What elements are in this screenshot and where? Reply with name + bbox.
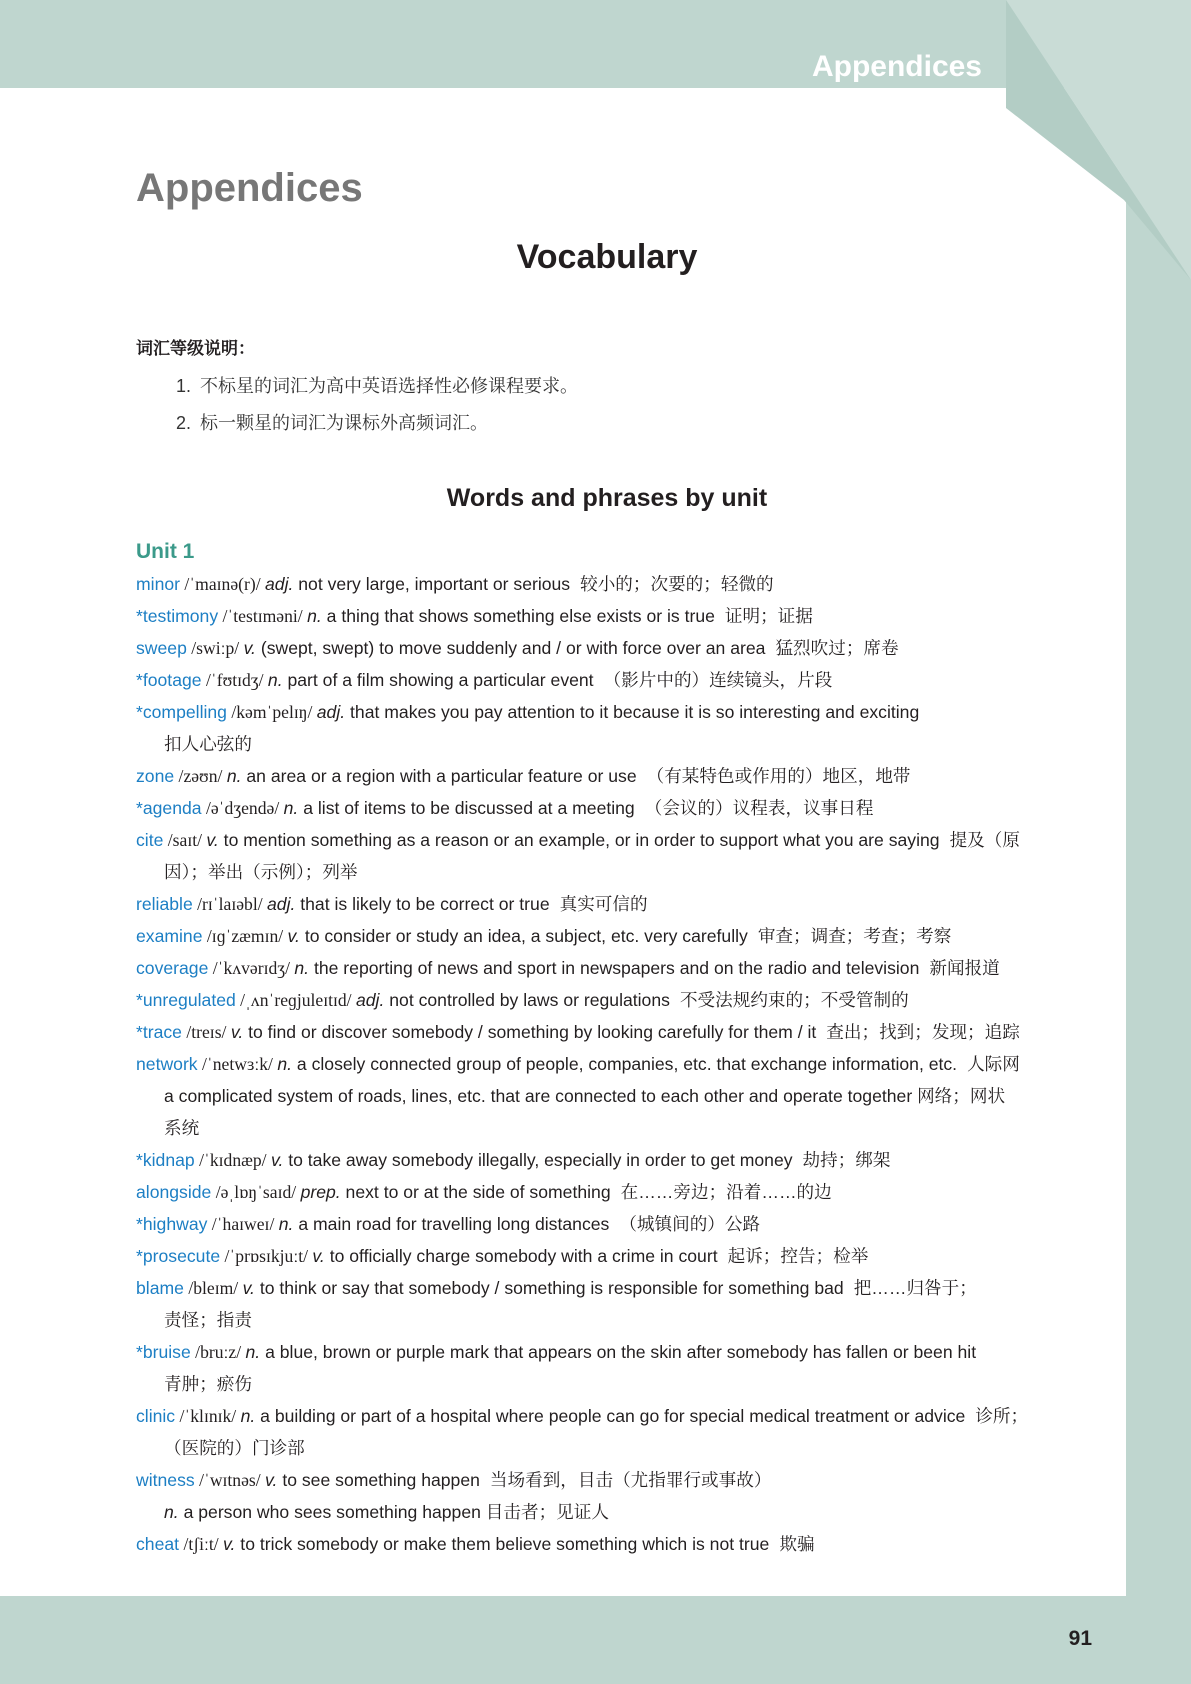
vocab-entry xyxy=(136,952,1086,984)
vocab-entry-line xyxy=(136,696,1086,728)
vocab-chinese-gloss: 较小的；次要的；轻微的 xyxy=(580,574,774,594)
vocab-definition: the reporting of news and sport in newspapers and on the radio and television xyxy=(309,958,920,978)
vocab-part-of-speech: v. xyxy=(243,638,256,658)
vocab-part-of-speech: n. xyxy=(278,1214,294,1234)
vocab-entry xyxy=(136,1272,1086,1336)
vocab-phonetic: /ˈtestɪməni/ xyxy=(218,606,308,626)
vocab-definition: a building or part of a hospital where people can go for special medical treatment or advice xyxy=(255,1406,966,1426)
vocab-part-of-speech: v. xyxy=(230,1022,244,1042)
vocab-word: network xyxy=(136,1054,198,1074)
vocab-continuation-text: a complicated system of roads, lines, etc. that are connected to each other and operate together 网络；网状 xyxy=(164,1086,1006,1106)
vocab-entry-line xyxy=(136,1144,1086,1176)
vocab-phonetic: /ˈmaɪnə(r)/ xyxy=(180,574,265,594)
vocab-definition: (swept, swept) to move suddenly and / or with force over an area xyxy=(255,638,766,658)
legend-heading: 词汇等级说明： xyxy=(136,339,255,358)
vocab-entry-line xyxy=(136,1048,1086,1080)
vocab-phonetic: /tʃiːt/ xyxy=(179,1534,224,1554)
vocab-entry-line xyxy=(136,1400,1086,1432)
vocab-continuation-text: 系统 xyxy=(164,1118,200,1138)
vocab-entry xyxy=(136,1528,1086,1560)
vocab-continuation-text: （医院的）门诊部 xyxy=(164,1438,305,1458)
unit-heading: Unit 1 xyxy=(136,540,195,563)
vocab-entry-continuation xyxy=(136,728,1086,760)
vocab-continuation-text: a person who sees something happen 目击者；见证人 xyxy=(178,1502,609,1522)
words-phrases-heading: Words and phrases by unit xyxy=(446,484,768,512)
vocab-word: coverage xyxy=(136,958,209,978)
page-number: 91 xyxy=(1068,1627,1092,1650)
vocab-definition: an area or a region with a particular feature or use xyxy=(241,766,637,786)
vocab-part-of-speech: adj. xyxy=(267,894,296,914)
vocab-entry xyxy=(136,1144,1086,1176)
vocab-chinese-gloss: （有某特色或作用的）地区，地带 xyxy=(646,766,911,786)
vocab-part-of-speech: n. xyxy=(307,606,322,626)
vocab-entry-line xyxy=(136,1464,1086,1496)
vocab-continuation-text: 青肿；瘀伤 xyxy=(164,1374,252,1394)
vocab-part-of-speech: v. xyxy=(223,1534,236,1554)
vocab-phonetic: /swiːp/ xyxy=(186,638,244,658)
vocab-definition: next to or at the side of something xyxy=(340,1182,611,1202)
vocab-entry-continuation xyxy=(136,1080,1086,1112)
vocab-entry-continuation xyxy=(136,1496,1086,1528)
vocab-phonetic: /treɪs/ xyxy=(181,1022,231,1042)
vocab-part-of-speech: n. xyxy=(245,1342,261,1362)
vocab-entry xyxy=(136,1240,1086,1272)
vocab-entry xyxy=(136,1208,1086,1240)
vocab-phonetic: /ˈhaɪweɪ/ xyxy=(207,1214,279,1234)
vocab-entry-continuation xyxy=(136,1432,1086,1464)
vocab-chinese-gloss: 审查；调查；考查；考察 xyxy=(757,926,952,946)
vocab-entry-continuation xyxy=(136,1368,1086,1400)
vocab-phonetic: /ˈnetwɜːk/ xyxy=(197,1054,278,1074)
vocab-entry-line xyxy=(136,920,1086,952)
vocab-entry-continuation xyxy=(136,856,1086,888)
vocab-entry xyxy=(136,600,1086,632)
vocab-part-of-speech: v. xyxy=(206,830,219,850)
vocab-definition: to mention something as a reason or an example, or in order to support what you are saying xyxy=(218,830,940,850)
vocab-entry-line xyxy=(136,568,1086,600)
vocab-entry-continuation xyxy=(136,1112,1086,1144)
vocab-part-of-speech: v. xyxy=(270,1150,284,1170)
vocab-definition: not controlled by laws or regulations xyxy=(384,990,670,1010)
vocab-entry-line xyxy=(136,1336,1086,1368)
vocab-chinese-gloss: （城镇间的）公路 xyxy=(619,1214,761,1234)
vocab-word: clinic xyxy=(136,1406,176,1426)
vocab-entry-line xyxy=(136,824,1086,856)
vocab-entry xyxy=(136,792,1086,824)
vocab-part-of-speech: v. xyxy=(265,1470,278,1490)
vocab-entry xyxy=(136,1176,1086,1208)
vocab-entry-line xyxy=(136,1528,1086,1560)
vocab-word: witness xyxy=(136,1470,195,1490)
legend-item-number: 1. xyxy=(176,376,192,396)
vocab-entry xyxy=(136,888,1086,920)
vocab-phonetic: /ˈprɒsɪkjuːt/ xyxy=(220,1246,313,1266)
vocab-entry-line xyxy=(136,984,1086,1016)
vocab-chinese-gloss: 猛烈吹过；席卷 xyxy=(775,638,899,658)
vocab-phonetic: /əˈdʒendə/ xyxy=(201,798,284,818)
legend-item xyxy=(176,414,488,432)
vocab-chinese-gloss: 证明；证据 xyxy=(724,606,813,626)
legend-item-text: 标一颗星的词汇为课标外高频词汇。 xyxy=(200,413,488,433)
page-corner-fold xyxy=(1006,0,1191,280)
vocab-part-of-speech: n. xyxy=(226,766,242,786)
vocab-chinese-gloss: （影片中的）连续镜头，片段 xyxy=(603,670,833,690)
vocab-definition: a blue, brown or purple mark that appears on the skin after somebody has fallen or been hit xyxy=(260,1342,977,1362)
vocab-definition: a thing that shows something else exists or is true xyxy=(321,606,715,626)
vocab-chinese-gloss: 起诉；控告；检举 xyxy=(727,1246,869,1266)
vocab-word: minor xyxy=(136,574,180,594)
vocab-chinese-gloss: 劫持；绑架 xyxy=(802,1150,891,1170)
vocab-definition: not very large, important or serious xyxy=(293,574,571,594)
vocab-entry-line xyxy=(136,1176,1086,1208)
vocab-word: *prosecute xyxy=(136,1246,221,1266)
vocab-phonetic: /bruːz/ xyxy=(190,1342,246,1362)
vocab-word: sweep xyxy=(136,638,187,658)
vocab-phonetic: /ˈkʌvərɪdʒ/ xyxy=(208,958,295,978)
vocab-definition: that is likely to be correct or true xyxy=(295,894,550,914)
vocab-entry-line xyxy=(136,792,1086,824)
vocab-phonetic: /ˈklɪnɪk/ xyxy=(175,1406,241,1426)
vocab-part-of-speech: n. xyxy=(277,1054,293,1074)
header-title: Appendices xyxy=(811,50,982,83)
vocab-part-of-speech: n. xyxy=(294,958,310,978)
vocab-phonetic: /rɪˈlaɪəbl/ xyxy=(192,894,267,914)
vocab-entry-line xyxy=(136,1240,1086,1272)
vocab-part-of-speech: v. xyxy=(287,926,300,946)
vocab-entry-line xyxy=(136,1208,1086,1240)
legend-item-text: 不标星的词汇为高中英语选择性必修课程要求。 xyxy=(200,376,578,396)
vocab-definition: a list of items to be discussed at a meeting xyxy=(298,798,635,818)
vocab-entry xyxy=(136,664,1086,696)
vocab-word: blame xyxy=(136,1278,184,1298)
vocab-entry xyxy=(136,1048,1086,1144)
vocab-entry xyxy=(136,568,1086,600)
vocab-entry-line xyxy=(136,1272,1086,1304)
vocab-chinese-gloss: 诊所； xyxy=(975,1406,1029,1426)
vocab-word: *bruise xyxy=(136,1342,191,1362)
vocab-word: cite xyxy=(136,830,164,850)
vocab-definition: to take away somebody illegally, especially in order to get money xyxy=(283,1150,793,1170)
vocab-word: *compelling xyxy=(136,702,227,722)
vocab-entry xyxy=(136,632,1086,664)
vocab-chinese-gloss: 欺骗 xyxy=(779,1534,815,1554)
vocab-entry-line xyxy=(136,952,1086,984)
vocab-entry xyxy=(136,1400,1086,1464)
vocab-definition: to think or say that somebody / something is responsible for something bad xyxy=(254,1278,844,1298)
vocab-part-of-speech: v. xyxy=(312,1246,325,1266)
vocab-entry xyxy=(136,920,1086,952)
vocab-entry xyxy=(136,1336,1086,1400)
vocab-phonetic: /zəʊn/ xyxy=(174,766,227,786)
vocab-entry xyxy=(136,824,1086,888)
vocab-word: *unregulated xyxy=(136,990,236,1010)
vocab-word: examine xyxy=(136,926,203,946)
vocab-phonetic: /kəmˈpelɪŋ/ xyxy=(226,702,317,722)
vocab-continuation-text: 因）；举出（示例）；列举 xyxy=(164,862,358,882)
vocab-entry xyxy=(136,984,1086,1016)
vocab-word: *trace xyxy=(136,1022,182,1042)
vocab-phonetic: /bleɪm/ xyxy=(183,1278,243,1298)
vocab-definition: to find or discover somebody / something by looking carefully for them / it xyxy=(243,1022,817,1042)
vocab-word: reliable xyxy=(136,894,193,914)
vocab-definition: to consider or study an idea, a subject, etc. very carefully xyxy=(299,926,748,946)
vocab-part-of-speech: n. xyxy=(240,1406,256,1426)
vocab-word: zone xyxy=(136,766,175,786)
vocab-definition: to see something happen xyxy=(277,1470,480,1490)
vocab-phonetic: /ˈkɪdnæp/ xyxy=(194,1150,271,1170)
vocab-phonetic: /əˌlɒŋˈsaɪd/ xyxy=(211,1182,301,1202)
legend-item xyxy=(176,377,578,395)
vocab-definition: a main road for travelling long distances xyxy=(293,1214,610,1234)
vocab-part-of-speech: adj. xyxy=(316,702,346,722)
vocab-chinese-gloss: 提及（原 xyxy=(949,830,1020,850)
vocab-word: *agenda xyxy=(136,798,202,818)
vocab-entry-line xyxy=(136,600,1086,632)
vocab-definition: that makes you pay attention to it because it is so interesting and exciting xyxy=(345,702,920,722)
vocab-part-of-speech: adj. xyxy=(265,574,294,594)
vocab-phonetic: /saɪt/ xyxy=(163,830,207,850)
vocab-part-of-speech: v. xyxy=(242,1278,255,1298)
vocabulary-list xyxy=(136,568,1086,1560)
vocab-entry xyxy=(136,696,1086,760)
vocab-word: *kidnap xyxy=(136,1150,195,1170)
vocab-definition: to officially charge somebody with a crime in court xyxy=(324,1246,718,1266)
vocab-continuation-text: 责怪；指责 xyxy=(164,1310,252,1330)
vocab-entry-line xyxy=(136,888,1086,920)
vocab-word: alongside xyxy=(136,1182,212,1202)
vocab-phonetic: /ˈfʊtɪdʒ/ xyxy=(201,670,268,690)
vocab-word: *testimony xyxy=(136,606,219,626)
vocab-part-of-speech: adj. xyxy=(355,990,385,1010)
vocab-part-of-speech: n. xyxy=(267,670,283,690)
vocab-chinese-gloss: 把……归咎于； xyxy=(853,1278,977,1298)
vocab-entry-line xyxy=(136,1016,1086,1048)
vocab-entry xyxy=(136,1464,1086,1528)
vocab-chinese-gloss: 新闻报道 xyxy=(929,958,1000,978)
vocab-entry-line xyxy=(136,664,1086,696)
vocab-chinese-gloss: （会议的）议程表，议事日程 xyxy=(644,798,874,818)
vocab-part-of-speech: n. xyxy=(283,798,299,818)
vocab-phonetic: /ˌʌnˈreɡjuleɪtɪd/ xyxy=(235,990,356,1010)
vocab-phonetic: /ɪɡˈzæmɪn/ xyxy=(202,926,288,946)
vocab-entry-line xyxy=(136,760,1086,792)
vocab-chinese-gloss: 在……旁边；沿着……的边 xyxy=(620,1182,832,1202)
vocab-entry-line xyxy=(136,632,1086,664)
legend-item-number: 2. xyxy=(176,413,192,433)
vocab-chinese-gloss: 人际网 xyxy=(967,1054,1020,1074)
section-title: Appendices xyxy=(136,166,363,210)
vocab-chinese-gloss: 真实可信的 xyxy=(559,894,648,914)
doc-title: Vocabulary xyxy=(516,238,698,276)
vocab-word: cheat xyxy=(136,1534,180,1554)
vocab-entry xyxy=(136,760,1086,792)
vocab-continuation-text: 扣人心弦的 xyxy=(164,734,252,754)
vocab-chinese-gloss: 查出；找到；发现；追踪 xyxy=(826,1022,1020,1042)
vocab-part-of-speech: n. xyxy=(164,1502,179,1522)
vocab-word: *highway xyxy=(136,1214,208,1234)
vocab-phonetic: /ˈwɪtnəs/ xyxy=(194,1470,266,1490)
vocab-chinese-gloss: 不受法规约束的；不受管制的 xyxy=(679,990,909,1010)
vocab-word: *footage xyxy=(136,670,202,690)
vocab-part-of-speech: prep. xyxy=(300,1182,341,1202)
vocab-entry xyxy=(136,1016,1086,1048)
vocab-definition: to trick somebody or make them believe something which is not true xyxy=(235,1534,770,1554)
vocab-definition: part of a film showing a particular event xyxy=(282,670,594,690)
vocab-chinese-gloss: 当场看到，目击（尤指罪行或事故） xyxy=(489,1470,772,1490)
vocab-entry-continuation xyxy=(136,1304,1086,1336)
vocab-definition: a closely connected group of people, companies, etc. that exchange information, etc. xyxy=(292,1054,958,1074)
